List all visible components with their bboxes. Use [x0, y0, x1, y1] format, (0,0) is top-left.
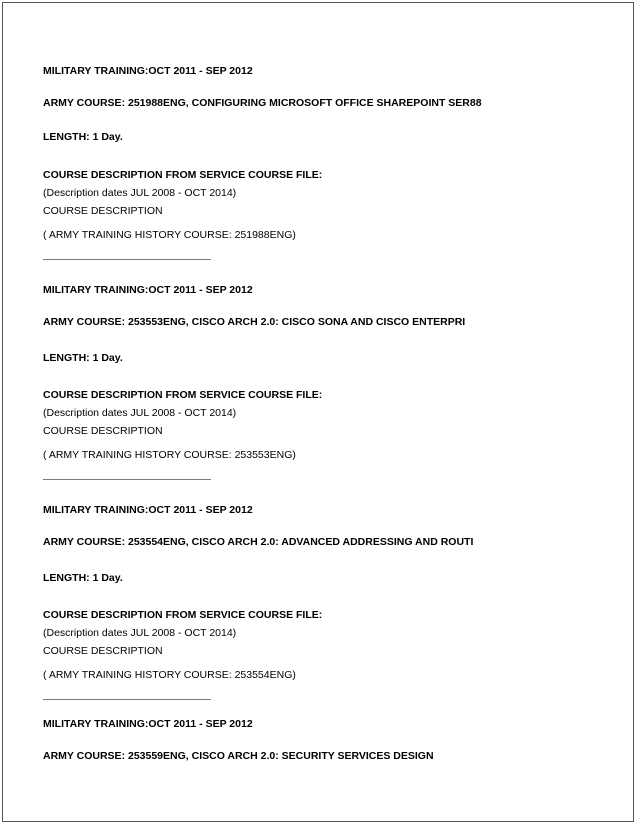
army-course-line: ARMY COURSE: 251988ENG, CONFIGURING MICROSOFT OFFICE SHAREPOINT SER88	[43, 97, 482, 109]
army-course-line: ARMY COURSE: 253554ENG, CISCO ARCH 2.0: ADVANCED ADDRESSING AND ROUTI	[43, 536, 474, 548]
course-description: COURSE DESCRIPTION	[43, 425, 163, 437]
military-training-line: MILITARY TRAINING:OCT 2011 - SEP 2012	[43, 718, 253, 730]
military-training-line: MILITARY TRAINING:OCT 2011 - SEP 2012	[43, 65, 253, 77]
course-description-header: COURSE DESCRIPTION FROM SERVICE COURSE FILE:	[43, 389, 323, 401]
section-divider	[43, 259, 211, 260]
course-description-header: COURSE DESCRIPTION FROM SERVICE COURSE FILE:	[43, 609, 323, 621]
length-line: LENGTH: 1 Day.	[43, 131, 123, 143]
history-course-line: ( ARMY TRAINING HISTORY COURSE: 253554ENG)	[43, 669, 296, 681]
history-course-line: ( ARMY TRAINING HISTORY COURSE: 251988ENG)	[43, 229, 296, 241]
length-line: LENGTH: 1 Day.	[43, 352, 123, 364]
course-description: COURSE DESCRIPTION	[43, 205, 163, 217]
course-description-header: COURSE DESCRIPTION FROM SERVICE COURSE FILE:	[43, 169, 323, 181]
length-line: LENGTH: 1 Day.	[43, 572, 123, 584]
army-course-line: ARMY COURSE: 253553ENG, CISCO ARCH 2.0: CISCO SONA AND CISCO ENTERPRI	[43, 316, 466, 328]
military-training-line: MILITARY TRAINING:OCT 2011 - SEP 2012	[43, 284, 253, 296]
section-divider	[43, 699, 211, 700]
document-page	[2, 2, 634, 822]
description-dates: (Description dates JUL 2008 - OCT 2014)	[43, 627, 237, 639]
section-divider	[43, 479, 211, 480]
description-dates: (Description dates JUL 2008 - OCT 2014)	[43, 407, 237, 419]
military-training-line: MILITARY TRAINING:OCT 2011 - SEP 2012	[43, 504, 253, 516]
description-dates: (Description dates JUL 2008 - OCT 2014)	[43, 187, 237, 199]
course-description: COURSE DESCRIPTION	[43, 645, 163, 657]
history-course-line: ( ARMY TRAINING HISTORY COURSE: 253553ENG)	[43, 449, 296, 461]
army-course-line: ARMY COURSE: 253559ENG, CISCO ARCH 2.0: SECURITY SERVICES DESIGN	[43, 750, 434, 762]
